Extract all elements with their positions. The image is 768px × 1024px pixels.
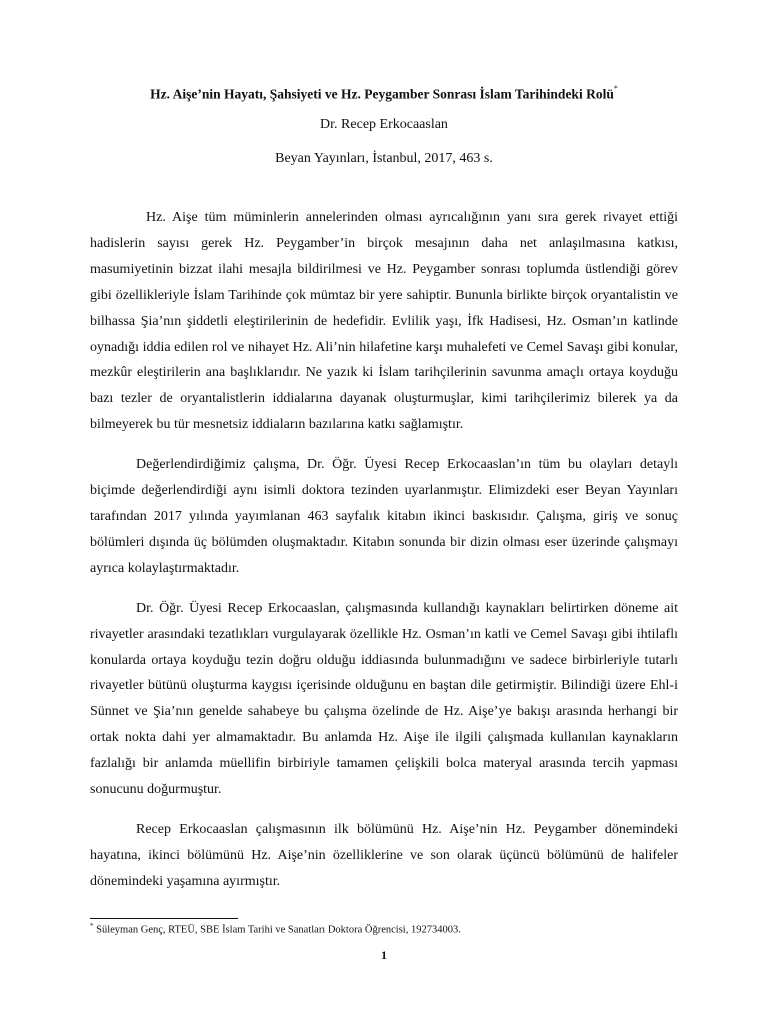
footnote-separator — [90, 918, 238, 919]
document-body — [90, 205, 678, 909]
paragraph-3: Dr. Öğr. Üyesi Recep Erkocaaslan, çalışmasında kullandığı kaynakları belirtirken döneme ait rivayetler arasındaki tezatlıkları vurgulayarak özellikle Hz. Osman’ın katli ve Cemel Savaşı gibi ihtilaflı konularda ortaya koyduğu tezin doğru olduğu iddiasında bulunmadığını ve sadece birbirleriyle tutarlı rivayetler bütünü oluşturma kaygısı içerisinde olduğunu en baştan dile getirmiştir. Bilindiği üzere Ehl-i Sünnet ve Şia’nın genelde sahabeye bu çalışma özelinde de Hz. Aişe’ye bakışı arasında herhangi bir ortak nokta dahi yer almamaktadır. Bu anlamda Hz. Aişe ile ilgili çalışmada kullanılan kaynakların fazlalığı bir anlamda müellifin birbiriyle tamamen çelişkili bolca materyal arasında tercih yapması sonucunu doğurmuştur. — [90, 600, 678, 798]
footnote — [90, 922, 690, 936]
page-number: 1 — [381, 948, 387, 962]
footnote-text: Süleyman Genç, RTEÜ, SBE İslam Tarihi ve Sanatları Doktora Öğrencisi, 192734003. — [96, 924, 461, 936]
publisher-line: Beyan Yayınları, İstanbul, 2017, 463 s. — [275, 151, 493, 166]
paragraph-1: Hz. Aişe tüm müminlerin annelerinden olması ayrıcalığının yanı sıra gerek rivayet ettiği hadislerin sayısı gerek Hz. Peygamber’in birçok mesajının daha net anlaşılmasına katkısı, masumiyetinin bizzat ilahi mesajla bildirilmesi ve Hz. Peygamber sonrası toplumda üstlendiği görev gibi özellikleriyle İslam Tarihinde çok mümtaz bir yere sahiptir. Bununla birlikte birçok oryantalistin ve bilhassa Şia’nın şiddetli eleştirilerinin de hedefidir. Evlilik yaşı, İfk Hadisesi, Hz. Osman’ın katlinde oynadığı iddia edilen rol ve nihayet Hz. Ali’nin hilafetine karşı muhalefeti ve Cemel Savaşı gibi konular, mezkûr eleştirilerin ana başlıklarıdır. Ne yazık ki İslam tarihçilerinin savunma amaçlı ortaya koyduğu bazı tezler de oryantalistlerin iddialarına dayanak oluşturmuşlar, kimi tarihçilerimiz bilerek ya da bilmeyerek bu tür mesnetsiz iddiaların bazılarına katkı sağlamıştır. — [90, 210, 678, 433]
author-line: Dr. Recep Erkocaaslan — [320, 117, 448, 132]
document-title — [0, 86, 768, 103]
paragraph-4: Recep Erkocaaslan çalışmasının ilk bölümünü Hz. Aişe’nin Hz. Peygamber dönemindeki hayatına, ikinci bölümünü Hz. Aişe’nin özelliklerine ve son olarak üçüncü bölümünü de halifeler dönemindeki yaşamına ayırmıştır. — [90, 821, 678, 889]
title-footnote-mark: * — [613, 84, 618, 93]
paragraph-2: Değerlendirdiğimiz çalışma, Dr. Öğr. Üyesi Recep Erkocaaslan’ın tüm bu olayları detaylı biçimde değerlendirdiği aynı isimli doktora tezinden uyarlanmıştır. Elimizdeki eser Beyan Yayınları tarafından 2017 yılında yayımlanan 463 sayfalık kitabın ikinci baskısıdır. Çalışma, giriş ve sonuç bölümleri dışında üç bölümden oluşmaktadır. Kitabın sonunda bir dizin olması eser üzerinde çalışmayı ayrıca kolaylaştırmaktadır. — [90, 457, 678, 576]
footnote-mark: * — [90, 922, 94, 930]
title-text: Hz. Aişe’nin Hayatı, Şahsiyeti ve Hz. Peygamber Sonrası İslam Tarihindeki Rolü — [150, 86, 614, 102]
